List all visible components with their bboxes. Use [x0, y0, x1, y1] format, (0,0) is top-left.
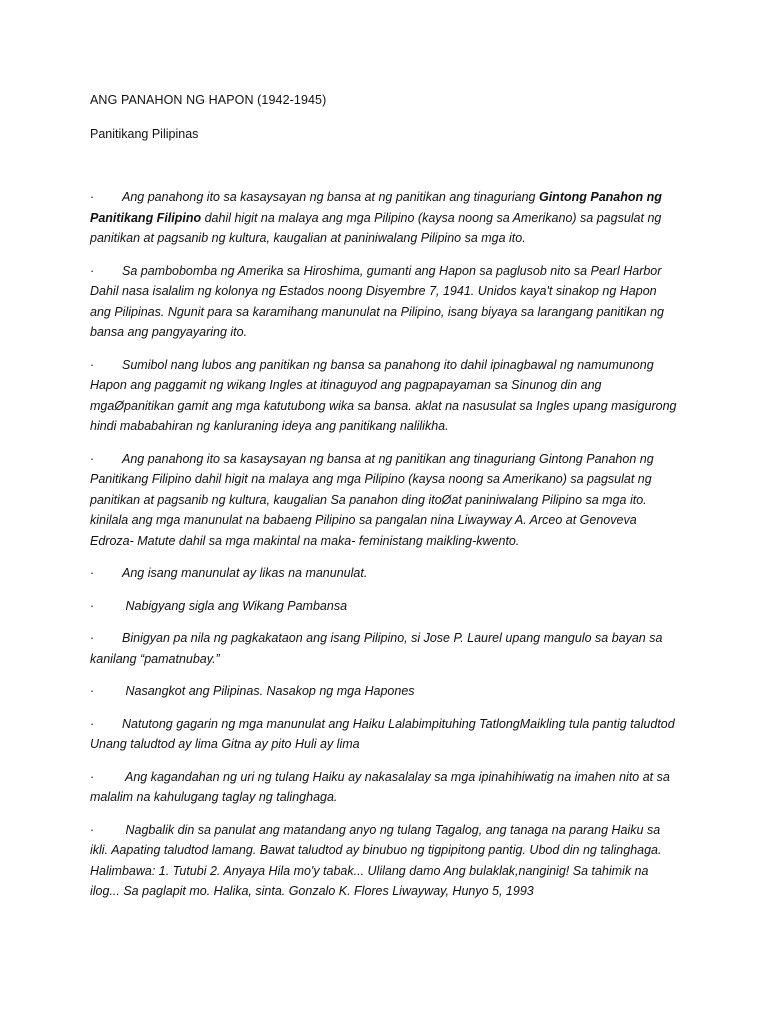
paragraph-text: Nabigyang sigla ang Wikang Pambansa	[122, 598, 348, 613]
paragraph-text: Ang panahong ito sa kasaysayan ng bansa at ng panitikan ang tinaguriang Gintong Panahon ng Panitikang Filipino dahil higit na malaya ang mga Pilipino (kaysa noong sa Amerikano) sa pagsulat ng panitikan at pagsanib ng kultura, kaugalian Sa panahon ding itoØat paniniwalang Pilipino sa mga ito. kinilala ang mga manunulat na babaeng Pilipino sa pangalan nina Liwayway A. Arceo at Genoveva Edroza- Matute dahil sa mga makintal na maka- feministang maikling-kwento.	[90, 451, 654, 548]
paragraph-text: Sa pambobomba ng Amerika sa Hiroshima, gumanti ang Hapon sa paglusob nito sa Pearl Harbor Dahil nasa isalalim ng kolonya ng Estados noong Disyembre 7, 1941. Unidos kaya't sinakop ng Hapon ang Pilipinas. Ngunit para sa karamihang manunulat na Pilipino, isang biyaya sa larangang panitikan ng bansa ang pangyayaring ito.	[90, 263, 664, 339]
paragraph-text: Ang kagandahan ng uri ng tulang Haiku ay nakasalalay sa mga ipinahihiwatig na imahen nito at sa malalim na kahulugang taglay ng talinghaga.	[90, 769, 670, 804]
paragraph-text: Sumibol nang lubos ang panitikan ng bansa sa panahong ito dahil ipinagbawal ng namumunong Hapon ang paggamit ng wikang Ingles at itinaguyod ang pagpapayaman sa Sinunog din ang mgaØpanitikan gamit ang mga katutubong wika sa bansa. aklat na nasusulat sa Ingles upang masigurong hindi mababahiran ng kanluraning ideya ang panitikang nalilikha.	[90, 357, 677, 433]
bullet-marker: ·	[90, 631, 95, 645]
bullet-marker: ·	[90, 598, 95, 613]
document-title: ANG PANAHON NG HAPON (1942-1945)	[90, 93, 327, 107]
paragraph-7	[90, 628, 680, 669]
paragraph-text: Natutong gagarin ng mga manunulat ang Haiku Lalabimpituhing TatlongMaikling tula pantig taludtod Unang taludtod ay lima Gitna ay pito Huli ay lima	[90, 716, 675, 751]
bullet-marker: ·	[90, 822, 95, 837]
paragraph-9	[90, 714, 680, 755]
paragraph-4	[90, 449, 680, 552]
paragraph-8	[90, 681, 680, 702]
document-subtitle: Panitikang Pilipinas	[90, 127, 199, 141]
paragraph-text: Nagbalik din sa panulat ang matandang anyo ng tulang Tagalog, ang tanaga na parang Haiku sa ikli. Aapating taludtod lamang. Bawat taludtod ay binubuo ng tigpipitong pantig. Ubod din ng talinghaga. Halimbawa: 1. Tutubi 2. Anyaya Hila mo'y tabak... Ulilang damo Ang bulaklak,nanginig! Sa tahimik na ilog... Sa paglapit mo. Halika, sinta. Gonzalo K. Flores Liwayway, Hunyo 5, 1993	[90, 822, 662, 898]
paragraph-6	[90, 596, 680, 617]
paragraph-text: Ang panahong ito sa kasaysayan ng bansa at ng panitikan ang tinaguriang	[122, 190, 539, 204]
bullet-marker: ·	[90, 684, 95, 698]
paragraph-text: Ang isang manunulat ay likas na manunulat.	[122, 566, 368, 580]
document-body	[90, 93, 680, 914]
bullet-marker: ·	[90, 263, 95, 278]
bullet-marker: ·	[90, 566, 95, 580]
paragraph-10	[90, 767, 680, 808]
bullet-marker: ·	[90, 190, 95, 204]
paragraph-5	[90, 563, 680, 584]
bullet-marker: ·	[90, 451, 95, 466]
paragraph-text: Binigyan pa nila ng pagkakataon ang isang Pilipino, si Jose P. Laurel upang mangulo sa bayan sa kanilang “pamatnubay.”	[90, 631, 663, 666]
bullet-marker: ·	[90, 357, 95, 372]
paragraph-2	[90, 261, 680, 343]
bullet-marker: ·	[90, 716, 95, 731]
paragraph-1	[90, 187, 680, 249]
paragraph-text: Nasangkot ang Pilipinas. Nasakop ng mga Hapones	[122, 684, 415, 698]
paragraph-3	[90, 355, 680, 437]
paragraph-11	[90, 820, 680, 902]
paragraph-bold-text: Gintong Panahon ng Panitikang Filipino	[90, 190, 662, 225]
bullet-marker: ·	[90, 769, 95, 784]
paragraph-text: dahil higit na malaya ang mga Pilipino (kaysa noong sa Amerikano) sa pagsulat ng panitikan at pagsanib ng kultura, kaugalian at paniniwalang Pilipino sa mga ito.	[90, 210, 662, 245]
